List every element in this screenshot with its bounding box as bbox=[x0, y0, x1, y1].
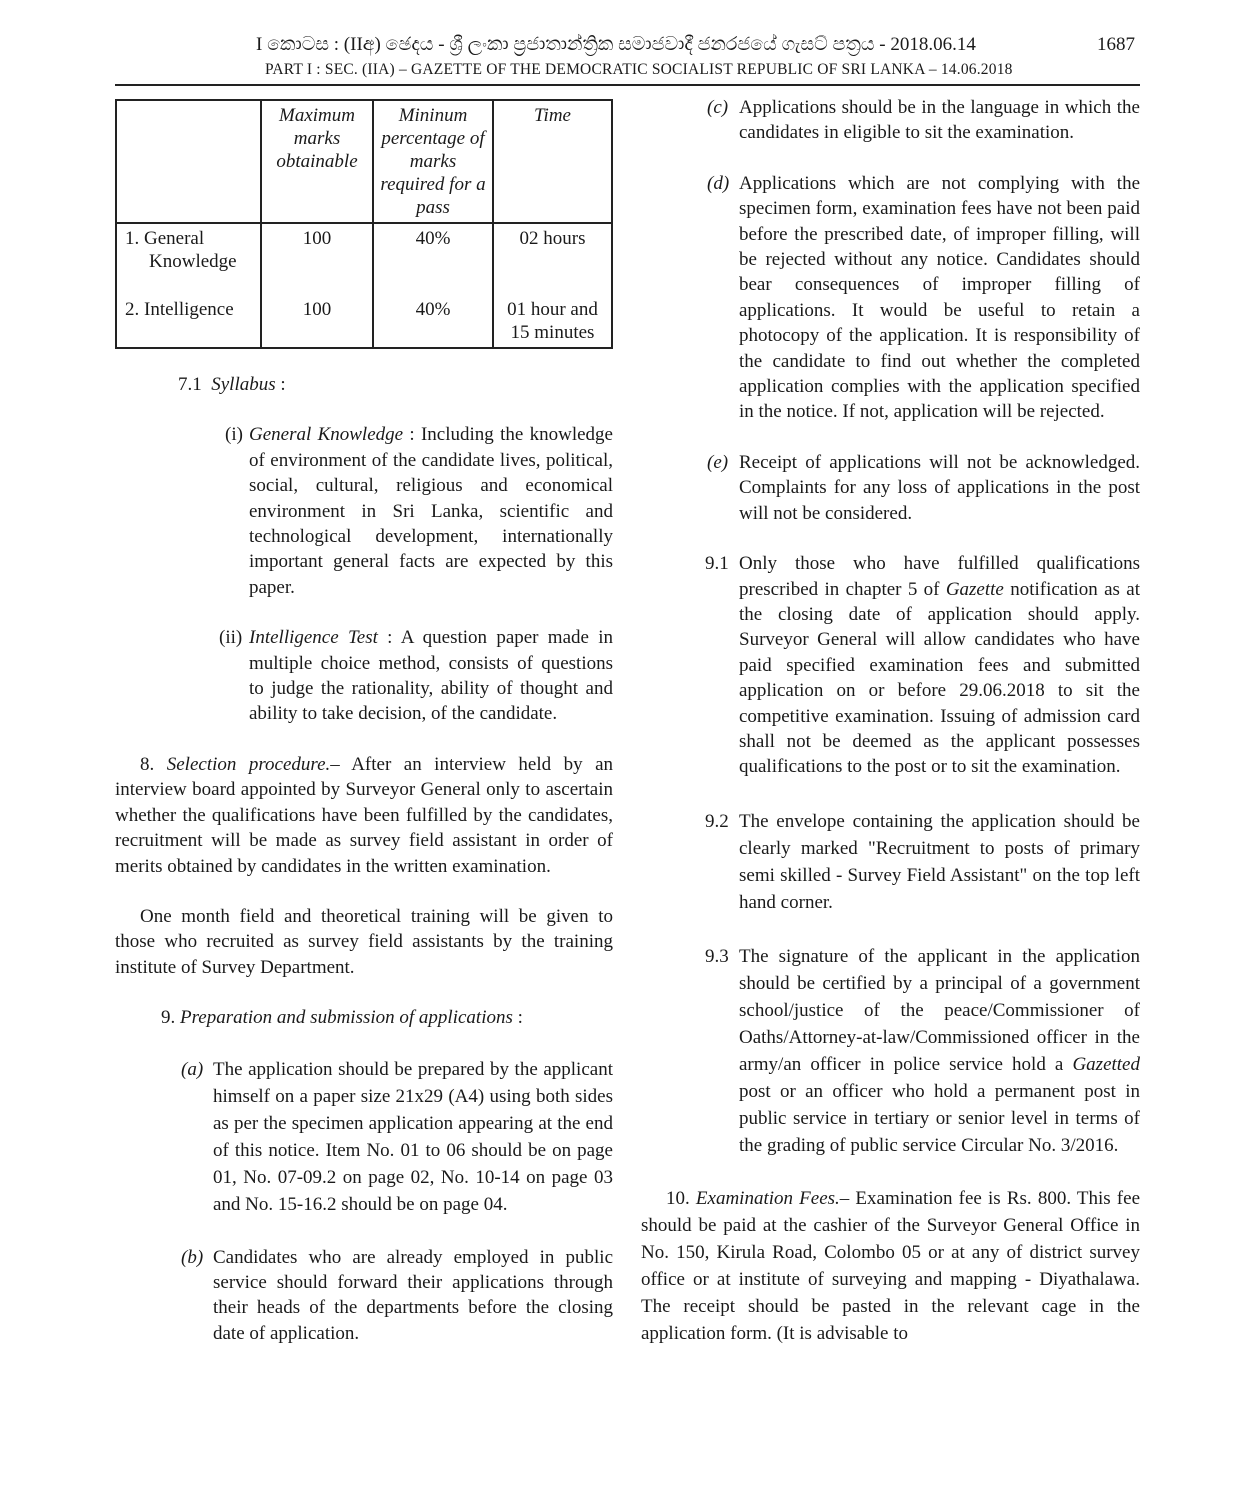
item-9-3 bbox=[641, 943, 1140, 1159]
section-8-selection-procedure: 8. Selection procedure.– After an interview held by an interview board appointed by Surveyor General only to ascertain whether the qualifications have been fulfilled by the candidates, recruitment will be made as survey field assistant in order of merits obtained by candidates in the written examination. bbox=[115, 753, 613, 877]
item-c bbox=[641, 95, 1140, 146]
table-header-cell: Mininum percentage of marks required for a pass bbox=[373, 100, 493, 223]
gk-paragraph: General Knowledge : Including the knowledge of environment of the candidate lives, political, social, cultural, religious and economical environment in Sri Lanka, scientific and technological development, internationally important general facts are expected by this paper. bbox=[249, 424, 613, 598]
table-cell-max: 100 bbox=[261, 295, 373, 348]
table-header-cell bbox=[116, 100, 261, 223]
marks-table bbox=[115, 99, 613, 349]
item-e-text: Receipt of applications will not be acknowledged. Complaints for any loss of applications in the post will not be considered. bbox=[739, 451, 1140, 524]
syllabus-general-knowledge bbox=[115, 422, 613, 600]
right-column bbox=[641, 95, 1140, 1347]
section-9-heading: 9. Preparation and submission of applications : bbox=[161, 1007, 523, 1029]
table-cell-subject: 1. General Knowledge bbox=[116, 223, 261, 295]
item-9-2-text: The envelope containing the application should be clearly marked "Recruitment to posts of primary semi skilled - Survey Field Assistant" on the top left hand corner. bbox=[739, 810, 1140, 913]
left-column bbox=[115, 99, 613, 1346]
table-cell-time: 02 hours bbox=[493, 223, 612, 295]
table-header-cell: Time bbox=[493, 100, 612, 223]
item-a bbox=[115, 1056, 613, 1218]
table-header-row bbox=[116, 100, 612, 223]
header-sinhala-line: I කොටස : (IIඅ) ඡෙදය - ශ්‍රී ලංකා ප්‍රජාතාන්ත්‍රික සමාජවාදී ජනරජයේ ගැසට් පත්‍රය - 2018.06.14 bbox=[256, 34, 976, 55]
header-english-line: PART I : SEC. (IIA) – GAZETTE OF THE DEMOCRATIC SOCIALIST REPUBLIC OF SRI LANKA – 14.06.2018 bbox=[265, 61, 1013, 78]
table-cell-min: 40% bbox=[373, 223, 493, 295]
table-cell-time: 01 hour and 15 minutes bbox=[493, 295, 612, 348]
page-number: 1687 bbox=[1097, 34, 1135, 55]
table-cell-subject: 2. Intelligence bbox=[116, 295, 261, 348]
syllabus-heading: 7.1 Syllabus : bbox=[178, 374, 286, 395]
item-b-text: Candidates who are already employed in public service should forward their applications through their heads of the departments before the closing date of application. bbox=[213, 1246, 613, 1344]
item-d bbox=[641, 171, 1140, 425]
item-d-text: Applications which are not complying with the specimen form, examination fees have not been paid before the prescribed date, of improper filling, will be rejected without any notice. Candidates should bear consequences of improper filling of applications. It would be useful to retain a photocopy of the application. It is responsibility of the candidate to find out whether the completed application complies with the application specified in the notice. If not, application will be rejected. bbox=[739, 172, 1140, 423]
item-label: 9.2 bbox=[705, 810, 729, 832]
item-label: 9.3 bbox=[705, 945, 729, 967]
item-label: (b) bbox=[181, 1246, 204, 1268]
item-label: (ii) bbox=[219, 627, 243, 649]
header-rule bbox=[115, 84, 1140, 86]
table-cell-max: 100 bbox=[261, 223, 373, 295]
syllabus-intelligence-test bbox=[115, 625, 613, 727]
table-header-cell: Maximum marks obtainable bbox=[261, 100, 373, 223]
training-paragraph: One month field and theoretical training will be given to those who recruited as survey field assistants by the training institute of Survey Department. bbox=[115, 905, 613, 978]
item-label: (a) bbox=[181, 1058, 204, 1080]
item-e bbox=[641, 450, 1140, 526]
item-label: (e) bbox=[707, 451, 729, 473]
table-row bbox=[116, 223, 612, 295]
item-9-3-text: The signature of the applicant in the application should be certified by a principal of a government school/justice of the peace/Commissioner of Oaths/Attorney-at-law/Commissioned officer in the army/an officer in police service hold a Gazetted post or an officer who hold a permanent post in public service in tertiary or senior level in terms of the grading of public service Circular No. 3/2016. bbox=[739, 945, 1140, 1156]
item-b bbox=[115, 1245, 613, 1347]
section-10-examination-fees: 10. Examination Fees.– Examination fee is Rs. 800. This fee should be paid at the cashier of the Surveyor General Office in No. 150, Kirula Road, Colombo 05 or at any of district survey office or at institute of surveying and mapping - Diyathalawa. The receipt should be pasted in the relevant cage in the application form. (It is advisable to bbox=[641, 1187, 1141, 1344]
item-label: 9.1 bbox=[705, 553, 729, 575]
table-row bbox=[116, 295, 612, 348]
item-9-1 bbox=[641, 551, 1140, 780]
item-a-text: The application should be prepared by the applicant himself on a paper size 21x29 (A4) using both sides as per the specimen application appearing at the end of this notice. Item No. 01 to 06 should be on page 01, No. 07-09.2 on page 02, No. 10-14 on page 03 and No. 15-16.2 should be on page 04. bbox=[213, 1058, 613, 1215]
item-label: (i) bbox=[225, 424, 243, 446]
item-9-2 bbox=[641, 808, 1140, 916]
it-paragraph: Intelligence Test : A question paper made in multiple choice method, consists of questions to judge the rationality, ability of thought and ability to take decision, of the candidate. bbox=[249, 627, 613, 725]
item-c-text: Applications should be in the language in which the candidates in eligible to sit the examination. bbox=[739, 97, 1140, 144]
item-9-1-text: Only those who have fulfilled qualifications prescribed in chapter 5 of Gazette notification as at the closing date of application should apply. Surveyor General will allow candidates who have paid specified examination fees and submitted application on or before 29.06.2018 to sit the competitive examination. Issuing of admission card shall not be deemed as the applicant possesses qualifications to the post or to sit the examination. bbox=[739, 553, 1140, 778]
item-label: (c) bbox=[707, 97, 729, 118]
item-label: (d) bbox=[707, 172, 730, 194]
table-cell-min: 40% bbox=[373, 295, 493, 348]
